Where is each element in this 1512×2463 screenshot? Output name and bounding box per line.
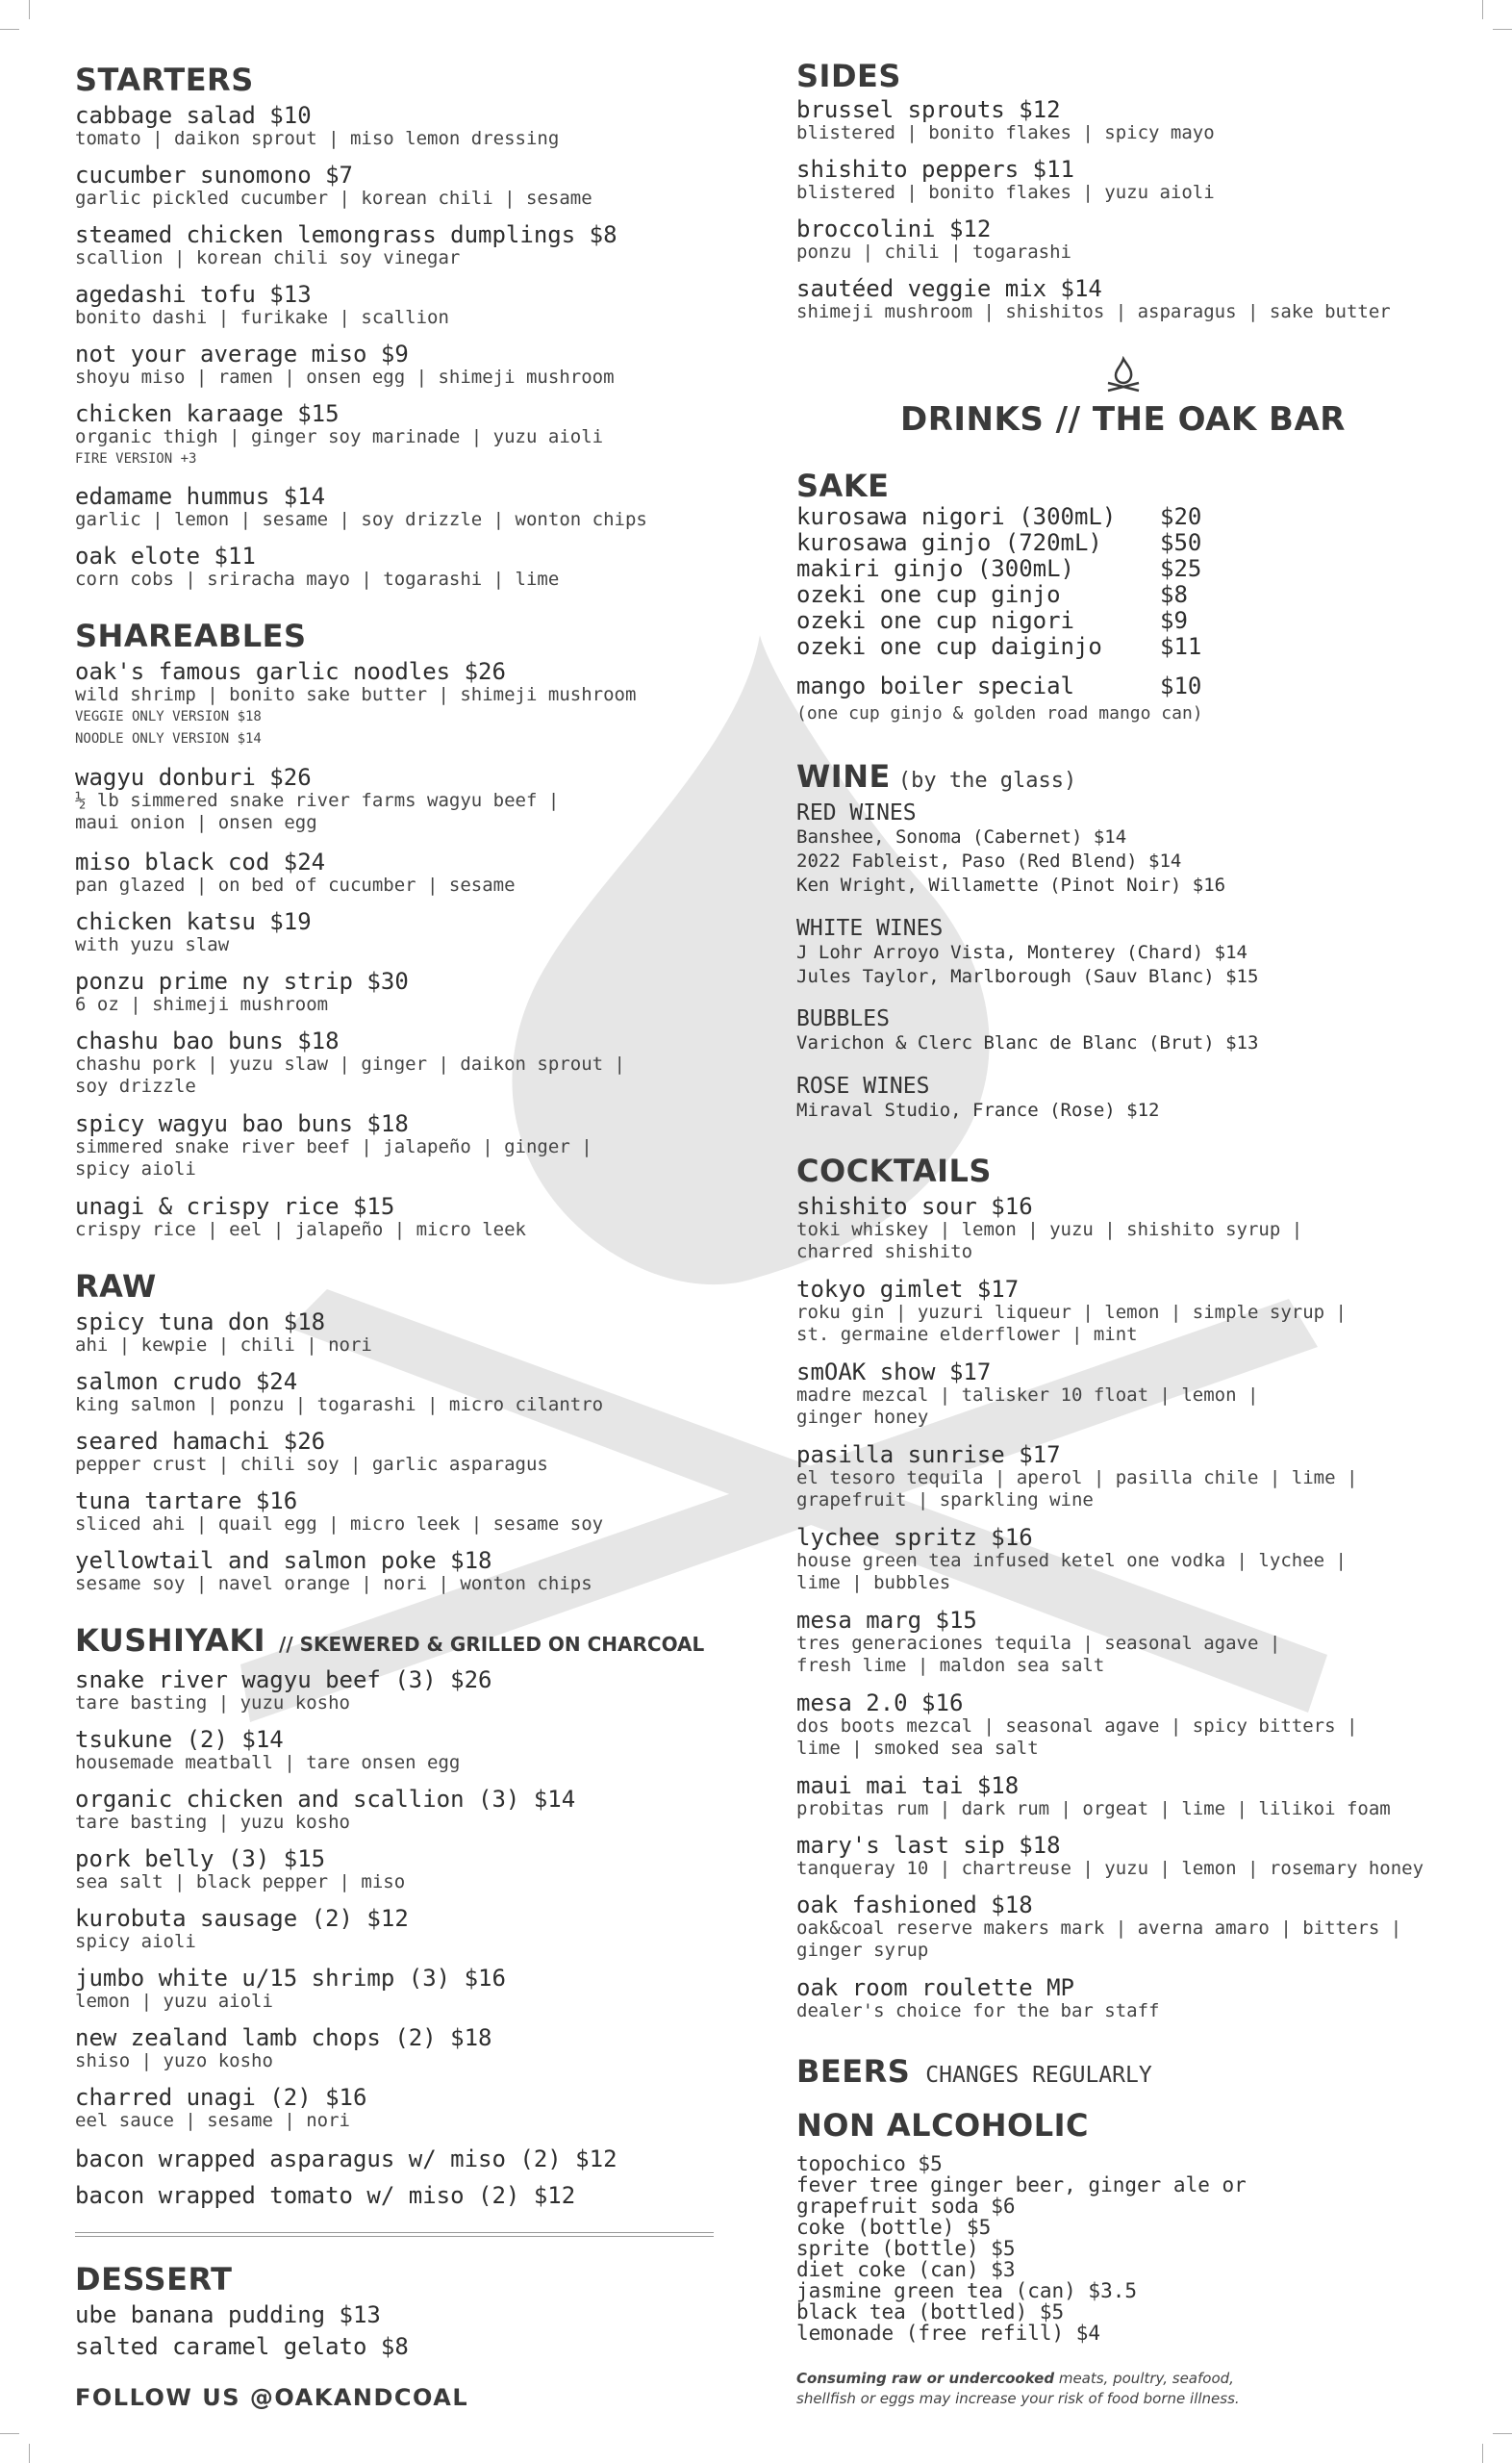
shareables-title: SHAREABLES bbox=[75, 618, 307, 654]
menu-item: shishito sour $16 toki whiskey | lemon | yuzu | shishito syrup | charred shishito bbox=[796, 1193, 1303, 1262]
menu-item: cucumber sunomono $7 garlic pickled cucumber | korean chili | sesame bbox=[75, 162, 592, 209]
menu-item: mesa 2.0 $16 dos boots mezcal | seasonal agave | spicy bitters | lime | smoked sea salt bbox=[796, 1689, 1358, 1759]
menu-item: agedashi tofu $13 bonito dashi | furikake | scallion bbox=[75, 281, 449, 328]
drink-item: fever tree ginger beer, ginger ale or bbox=[796, 2173, 1247, 2196]
drink-item: topochico $5 bbox=[796, 2152, 943, 2175]
menu-item: oak elote $11 corn cobs | sriracha mayo | togarashi | lime bbox=[75, 543, 560, 590]
drink-item: grapefruit soda $6 bbox=[796, 2195, 1016, 2218]
sake-item: kurosawa ginjo (720mL) $50 bbox=[796, 529, 1202, 556]
dessert-item: salted caramel gelato $8 bbox=[75, 2333, 409, 2360]
menu-item: tsukune (2) $14 housemade meatball | tare onsen egg bbox=[75, 1726, 461, 1773]
menu-item: spicy wagyu bao buns $18 simmered snake river beef | jalapeño | ginger | spicy aioli bbox=[75, 1110, 592, 1180]
menu-item: spicy tuna don $18 ahi | kewpie | chili | nori bbox=[75, 1308, 372, 1356]
menu-item: tokyo gimlet $17 roku gin | yuzuri liqueur | lemon | simple syrup | st. germaine elderflower | mint bbox=[796, 1276, 1347, 1345]
menu-item: broccolini $12 ponzu | chili | togarashi bbox=[796, 216, 1071, 263]
menu-item: pork belly (3) $15 sea salt | black pepper | miso bbox=[75, 1845, 406, 1892]
sake-item: kurosawa nigori (300mL) $20 bbox=[796, 503, 1202, 530]
menu-item: edamame hummus $14 garlic | lemon | sesame | soy drizzle | wonton chips bbox=[75, 483, 647, 530]
beers-title: BEERS CHANGES REGULARLY bbox=[796, 2053, 1152, 2090]
menu-item: wagyu donburi $26 ½ lb simmered snake river farms wagyu beef | maui onion | onsen egg bbox=[75, 764, 560, 833]
menu-item: not your average miso $9 shoyu miso | ramen | onsen egg | shimeji mushroom bbox=[75, 341, 615, 388]
sake-item: ozeki one cup nigori $9 bbox=[796, 607, 1188, 634]
drinks-title: DRINKS // THE OAK BAR bbox=[900, 400, 1346, 439]
menu-item: steamed chicken lemongrass dumplings $8 scallion | korean chili soy vinegar bbox=[75, 221, 617, 268]
wine-title: WINE (by the glass) bbox=[796, 758, 1077, 795]
menu-item: chashu bao buns $18 chashu pork | yuzu slaw | ginger | daikon sprout | soy drizzle bbox=[75, 1028, 625, 1097]
menu-item: chicken karaage $15 organic thigh | ginger soy marinade | yuzu aioli FIRE VERSION +3 bbox=[75, 400, 604, 467]
sake-item: ozeki one cup daiginjo $11 bbox=[796, 633, 1202, 660]
wine-group: RED WINES Banshee, Sonoma (Cabernet) $14 2022 Fableist, Paso (Red Blend) $14 Ken Wright, Willamette (Pinot Noir) $16 bbox=[796, 800, 1226, 896]
menu-item: kurobuta sausage (2) $12 spicy aioli bbox=[75, 1905, 409, 1952]
food-safety-disclaimer: Consuming raw or undercooked meats, poultry, seafood, shellfish or eggs may increase your risk of food borne illness. bbox=[796, 2370, 1240, 2407]
non-alcoholic-title: NON ALCOHOLIC bbox=[796, 2107, 1090, 2144]
menu-item: oak room roulette MP dealer's choice for the bar staff bbox=[796, 1974, 1160, 2021]
menu-item: bacon wrapped tomato w/ miso (2) $12 bbox=[75, 2182, 576, 2209]
menu-item: miso black cod $24 pan glazed | on bed of cucumber | sesame bbox=[75, 849, 516, 896]
menu-item: ponzu prime ny strip $30 6 oz | shimeji mushroom bbox=[75, 968, 409, 1015]
menu-item: oak's famous garlic noodles $26 wild shrimp | bonito sake butter | shimeji mushroom VEGGIE ONLY VERSION $18 NOODLE ONLY VERSION $14 bbox=[75, 658, 637, 747]
menu-item: organic chicken and scallion (3) $14 tare basting | yuzu kosho bbox=[75, 1786, 576, 1833]
menu-item: snake river wagyu beef (3) $26 tare basting | yuzu kosho bbox=[75, 1666, 492, 1714]
kushiyaki-subtitle: // SKEWERED & GRILLED ON CHARCOAL bbox=[279, 1633, 705, 1656]
menu-item: yellowtail and salmon poke $18 sesame soy | navel orange | nori | wonton chips bbox=[75, 1547, 592, 1594]
starters-title: STARTERS bbox=[75, 62, 254, 98]
section-divider bbox=[75, 2232, 714, 2237]
sake-special: mango boiler special $10 bbox=[796, 673, 1202, 699]
drink-item: coke (bottle) $5 bbox=[796, 2216, 992, 2239]
wine-group: BUBBLES Varichon & Clerc Blanc de Blanc (Brut) $13 bbox=[796, 1006, 1259, 1054]
drink-item: diet coke (can) $3 bbox=[796, 2258, 1016, 2281]
drink-item: black tea (bottled) $5 bbox=[796, 2300, 1065, 2323]
drink-item: sprite (bottle) $5 bbox=[796, 2237, 1016, 2260]
dessert-title: DESSERT bbox=[75, 2261, 233, 2298]
sides-title: SIDES bbox=[796, 58, 901, 94]
menu-item: mesa marg $15 tres generaciones tequila | seasonal agave | fresh lime | maldon sea salt bbox=[796, 1607, 1281, 1676]
beers-note: CHANGES REGULARLY bbox=[925, 2063, 1152, 2088]
sake-special-desc: (one cup ginjo & golden road mango can) bbox=[796, 703, 1203, 724]
wine-group: ROSE WINES Miraval Studio, France (Rose) $12 bbox=[796, 1074, 1160, 1121]
sake-item: ozeki one cup ginjo $8 bbox=[796, 581, 1188, 608]
campfire-icon bbox=[1102, 356, 1145, 394]
menu-item: salmon crudo $24 king salmon | ponzu | togarashi | micro cilantro bbox=[75, 1368, 604, 1415]
drink-item: lemonade (free refill) $4 bbox=[796, 2322, 1101, 2345]
menu-item: shishito peppers $11 blistered | bonito flakes | yuzu aioli bbox=[796, 156, 1215, 203]
follow-us: FOLLOW US @OAKANDCOAL bbox=[75, 2384, 469, 2411]
raw-title: RAW bbox=[75, 1268, 157, 1305]
menu-item: bacon wrapped asparagus w/ miso (2) $12 bbox=[75, 2146, 617, 2172]
menu-item: cabbage salad $10 tomato | daikon sprout | miso lemon dressing bbox=[75, 102, 560, 149]
menu-item: maui mai tai $18 probitas rum | dark rum | orgeat | lime | lilikoi foam bbox=[796, 1772, 1391, 1819]
menu-item: lychee spritz $16 house green tea infused ketel one vodka | lychee | lime | bubbles bbox=[796, 1524, 1347, 1593]
menu-item: new zealand lamb chops (2) $18 shiso | yuzo kosho bbox=[75, 2024, 492, 2071]
menu-item: brussel sprouts $12 blistered | bonito flakes | spicy mayo bbox=[796, 96, 1215, 143]
menu-item: mary's last sip $18 tanqueray 10 | chartreuse | yuzu | lemon | rosemary honey bbox=[796, 1832, 1424, 1879]
menu-item: unagi & crispy rice $15 crispy rice | eel | jalapeño | micro leek bbox=[75, 1193, 526, 1240]
menu-item: chicken katsu $19 with yuzu slaw bbox=[75, 908, 312, 955]
kushiyaki-title: KUSHIYAKI // SKEWERED & GRILLED ON CHARCOAL bbox=[75, 1622, 705, 1659]
menu-item: jumbo white u/15 shrimp (3) $16 lemon | yuzu aioli bbox=[75, 1965, 506, 2012]
menu-item: charred unagi (2) $16 eel sauce | sesame | nori bbox=[75, 2084, 367, 2131]
menu-item: tuna tartare $16 sliced ahi | quail egg | micro leek | sesame soy bbox=[75, 1487, 604, 1535]
menu-item: smOAK show $17 madre mezcal | talisker 10 float | lemon | ginger honey bbox=[796, 1358, 1259, 1428]
menu-item: oak fashioned $18 oak&coal reserve makers mark | averna amaro | bitters | ginger syrup bbox=[796, 1892, 1402, 1961]
menu-item: pasilla sunrise $17 el tesoro tequila | aperol | pasilla chile | lime | grapefruit | sparkling wine bbox=[796, 1441, 1358, 1511]
dessert-item: ube banana pudding $13 bbox=[75, 2301, 381, 2328]
sake-title: SAKE bbox=[796, 468, 890, 504]
menu-item: sautéed veggie mix $14 shimeji mushroom | shishitos | asparagus | sake butter bbox=[796, 275, 1391, 322]
sake-item: makiri ginjo (300mL) $25 bbox=[796, 555, 1202, 582]
menu-item: seared hamachi $26 pepper crust | chili soy | garlic asparagus bbox=[75, 1428, 548, 1475]
wine-subtitle: (by the glass) bbox=[897, 769, 1077, 793]
wine-group: WHITE WINES J Lohr Arroyo Vista, Monterey (Chard) $14 Jules Taylor, Marlborough (Sauv Blanc) $15 bbox=[796, 916, 1259, 987]
drink-item: jasmine green tea (can) $3.5 bbox=[796, 2279, 1138, 2302]
cocktails-title: COCKTAILS bbox=[796, 1153, 992, 1189]
